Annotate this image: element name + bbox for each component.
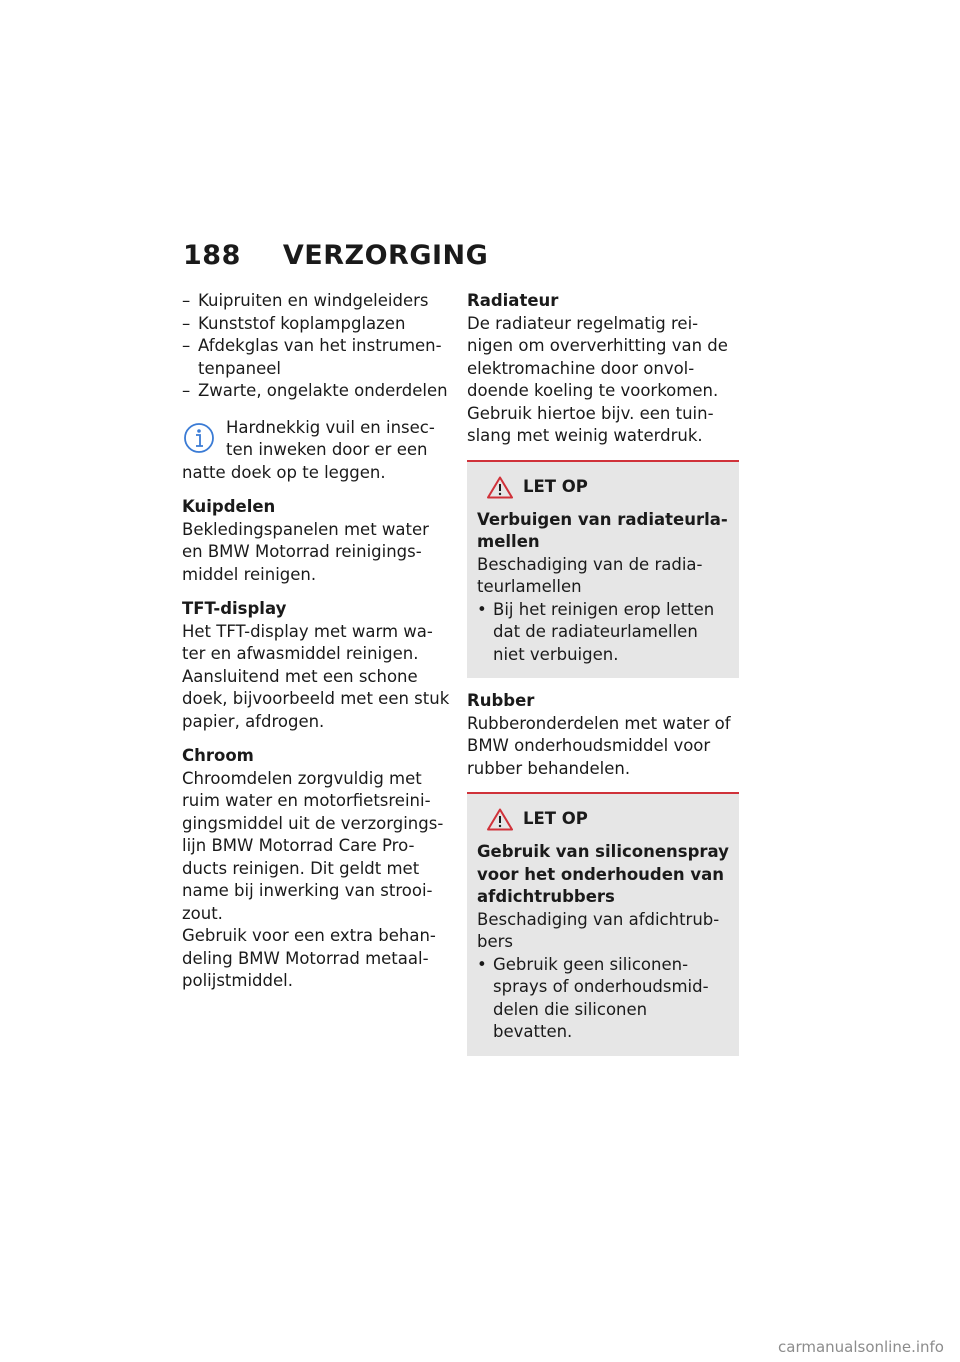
warning-icon	[487, 808, 513, 831]
section-text: Rubberonderdelen met water of BMW onderhoudsmiddel voor rubber behandelen.	[467, 713, 731, 778]
list-item: • Gebruik geen siliconen-sprays of onderhoudsmid-delen die siliconen bevatten.	[477, 954, 709, 1041]
list-item: – Kunststof koplampglazen	[182, 313, 406, 333]
section-heading: TFT-display	[182, 599, 287, 618]
section-tft	[182, 598, 450, 733]
info-text: Hardnekkig vuil en insec-ten inweken door er een natte doek op te leggen.	[182, 417, 435, 482]
section-kuipdelen	[182, 496, 450, 586]
section-text: Gebruik hiertoe bijv. een tuin-slang met weinig waterdruk.	[467, 403, 714, 445]
warning-title: LET OP	[477, 808, 729, 831]
warning-text: Beschadiging van afdichtrub-bers	[477, 909, 720, 951]
watermark-link[interactable]: carmanualsonline.info	[778, 1338, 944, 1356]
left-column	[182, 290, 450, 1005]
list-item: – Afdekglas van het instrumen- tenpaneel	[182, 336, 442, 378]
section-text: Gebruik voor een extra behan-deling BMW Motorrad metaal-polijstmiddel.	[182, 926, 436, 990]
cleaning-parts-list	[182, 290, 450, 403]
warning-text: Beschadiging van de radia-teurlamellen	[477, 554, 703, 596]
right-column	[467, 290, 739, 1068]
warning-subtitle: Verbuigen van radiateurla-mellen	[477, 509, 728, 551]
section-heading: Kuipdelen	[182, 497, 276, 516]
section-heading: Radiateur	[467, 291, 559, 310]
warning-icon	[487, 476, 513, 499]
warning-subtitle: Gebruik van siliconenspray voor het onderhouden van afdichtrubbers	[477, 842, 729, 906]
page-number: 188	[183, 240, 241, 271]
section-rubber	[467, 690, 739, 780]
warning-box-radiateur	[467, 460, 739, 679]
warning-box-rubber	[467, 792, 739, 1056]
page-title: VERZORGING	[282, 240, 489, 271]
section-heading: Chroom	[182, 746, 254, 765]
list-item: – Zwarte, ongelakte onderdelen	[182, 381, 448, 400]
section-text: Chroomdelen zorgvuldig met ruim water en motorfietsreini-gingsmiddel uit de verzorgings-lijn BMW Motorrad Care Pro-ducts reinigen. Dit geldt met name bij inwerking van strooi-zout.	[182, 768, 444, 923]
warning-bullets	[477, 954, 729, 1044]
section-text: De radiateur regelmatig rei-nigen om oververhitting van de elektromachine door onvol-doende koeling te voorkomen.	[467, 313, 728, 400]
info-note	[182, 417, 450, 485]
section-radiateur	[467, 290, 739, 448]
warning-title: LET OP	[477, 476, 729, 499]
section-heading: Rubber	[467, 691, 535, 710]
section-text: Bekledingspanelen met water en BMW Motorrad reinigings-middel reinigen.	[182, 519, 429, 584]
list-item: • Bij het reinigen erop letten dat de radiateurlamellen niet verbuigen.	[477, 599, 715, 664]
section-text: Het TFT-display met warm wa-ter en afwasmiddel reinigen. Aansluitend met een schone doek, bijvoorbeeld met een stuk papier, afdrogen.	[182, 621, 450, 731]
section-chroom	[182, 745, 450, 993]
list-item: – Kuipruiten en windgeleiders	[182, 291, 429, 310]
info-icon	[182, 421, 216, 455]
page-header	[183, 240, 488, 271]
warning-bullets	[477, 599, 729, 667]
